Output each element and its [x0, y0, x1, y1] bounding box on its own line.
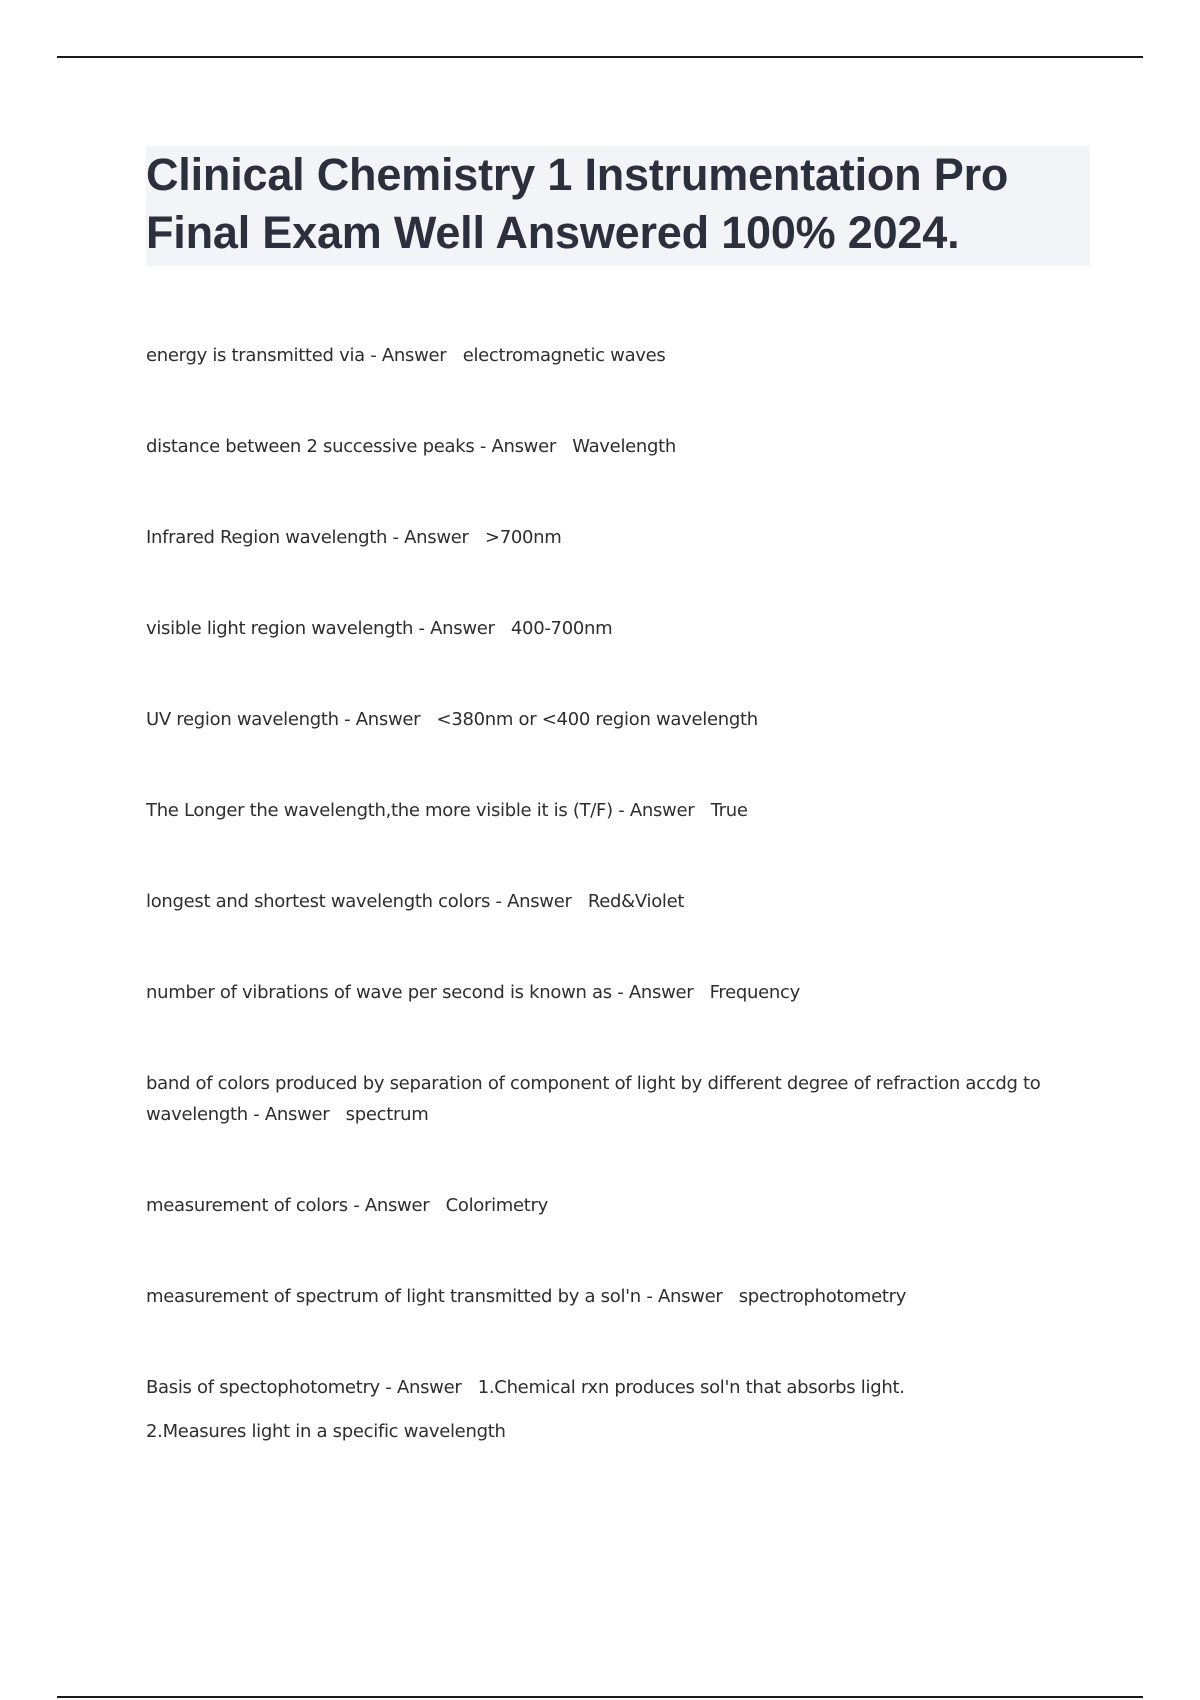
- qa-item: [146, 431, 1076, 462]
- answer-separator: - Answer: [474, 436, 573, 457]
- qa-item: [146, 795, 1076, 826]
- answer-text: electromagnetic waves: [462, 345, 666, 366]
- qa-item: [146, 1068, 1076, 1130]
- title-line-2: Final Exam Well Answered 100% 2024.: [146, 207, 960, 258]
- qa-item: [146, 977, 1076, 1008]
- question-text: band of colors produced by separation of component of light by different degree of refraction accdg to wavelength: [146, 1073, 1046, 1125]
- answer-text: Frequency: [709, 982, 800, 1003]
- question-text: UV region wavelength: [146, 709, 339, 730]
- qa-item: [146, 1372, 1076, 1447]
- answer-text: Colorimetry: [445, 1195, 549, 1216]
- question-text: distance between 2 successive peaks: [146, 436, 475, 457]
- answer-text: Wavelength: [572, 436, 677, 457]
- answer-separator: - Answer: [247, 1104, 346, 1125]
- qa-item: [146, 1190, 1076, 1221]
- answer-text: True: [710, 800, 748, 821]
- qa-item: [146, 1281, 1076, 1312]
- answer-text: <380nm or <400 region wavelength: [436, 709, 758, 730]
- answer-separator: - Answer: [387, 527, 485, 548]
- document-title: [146, 146, 1090, 266]
- title-line-1: Clinical Chemistry 1 Instrumentation Pro: [146, 149, 1009, 200]
- answer-text: 1.Chemical rxn produces sol'n that absorbs light.: [477, 1377, 905, 1398]
- qa-item: [146, 522, 1076, 553]
- answer-separator: - Answer: [364, 345, 463, 366]
- top-divider: [57, 56, 1143, 58]
- question-text: energy is transmitted via: [146, 345, 365, 366]
- question-text: The Longer the wavelength,the more visible it is (T/F): [146, 800, 613, 821]
- qa-list: [146, 340, 1076, 1507]
- question-text: visible light region wavelength: [146, 618, 414, 639]
- question-text: measurement of colors: [146, 1195, 348, 1216]
- answer-text: >700nm: [484, 527, 562, 548]
- answer-separator: - Answer: [640, 1286, 739, 1307]
- answer-text: spectrum: [345, 1104, 429, 1125]
- answer-text: Red&Violet: [587, 891, 685, 912]
- qa-item: [146, 704, 1076, 735]
- question-text: Basis of spectophotometry: [146, 1377, 380, 1398]
- question-text: measurement of spectrum of light transmitted by a sol'n: [146, 1286, 641, 1307]
- answer-separator: - Answer: [413, 618, 511, 639]
- answer-text: 400-700nm: [510, 618, 613, 639]
- question-text: number of vibrations of wave per second is known as: [146, 982, 612, 1003]
- answer-separator: - Answer: [338, 709, 437, 730]
- answer-text-line-2: 2.Measures light in a specific wavelength: [146, 1421, 506, 1442]
- answer-text: spectrophotometry: [738, 1286, 907, 1307]
- bottom-divider: [57, 1696, 1143, 1698]
- qa-item: [146, 340, 1076, 371]
- question-text: longest and shortest wavelength colors: [146, 891, 491, 912]
- answer-separator: - Answer: [347, 1195, 446, 1216]
- answer-separator: - Answer: [611, 982, 710, 1003]
- question-text: Infrared Region wavelength: [146, 527, 388, 548]
- answer-separator: - Answer: [612, 800, 711, 821]
- answer-separator: - Answer: [490, 891, 588, 912]
- answer-separator: - Answer: [379, 1377, 478, 1398]
- qa-item: [146, 886, 1076, 917]
- qa-item: [146, 613, 1076, 644]
